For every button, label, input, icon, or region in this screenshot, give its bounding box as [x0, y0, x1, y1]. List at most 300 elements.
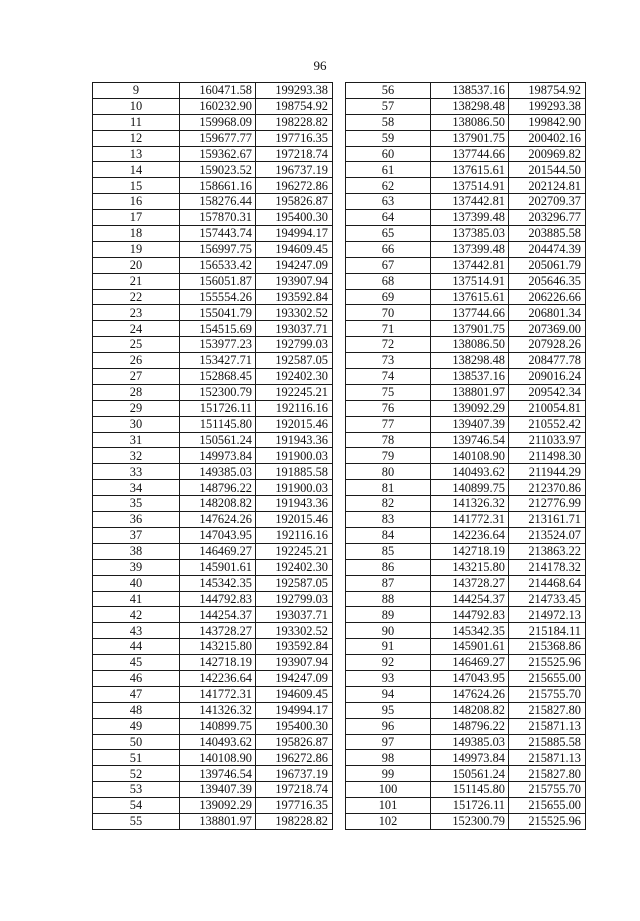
point-number-cell: 18: [93, 226, 180, 242]
y-coordinate-cell: 209016.24: [509, 369, 586, 385]
x-coordinate-cell: 160471.58: [180, 83, 256, 99]
x-coordinate-cell: 147043.95: [431, 670, 509, 686]
y-coordinate-cell: 192799.03: [256, 591, 333, 607]
table-row: [346, 782, 586, 798]
table-row: [93, 194, 333, 210]
y-coordinate-cell: 191943.36: [256, 496, 333, 512]
table-row: [93, 337, 333, 353]
point-number-cell: 11: [93, 114, 180, 130]
table-row: [346, 369, 586, 385]
table-row: [93, 512, 333, 528]
table-row: [93, 813, 333, 829]
x-coordinate-cell: 145342.35: [180, 575, 256, 591]
y-coordinate-cell: 215827.80: [509, 766, 586, 782]
x-coordinate-cell: 141326.32: [180, 702, 256, 718]
point-number-cell: 27: [93, 369, 180, 385]
x-coordinate-cell: 139746.54: [431, 432, 509, 448]
point-number-cell: 23: [93, 305, 180, 321]
x-coordinate-cell: 156533.42: [180, 257, 256, 273]
point-number-cell: 38: [93, 543, 180, 559]
point-number-cell: 83: [346, 512, 431, 528]
point-number-cell: 56: [346, 83, 431, 99]
point-number-cell: 96: [346, 718, 431, 734]
y-coordinate-cell: 202709.37: [509, 194, 586, 210]
x-coordinate-cell: 152868.45: [180, 369, 256, 385]
y-coordinate-cell: 208477.78: [509, 353, 586, 369]
table-row: [346, 257, 586, 273]
point-number-cell: 10: [93, 98, 180, 114]
table-row: [93, 432, 333, 448]
x-coordinate-cell: 147043.95: [180, 527, 256, 543]
x-coordinate-cell: 149973.84: [180, 448, 256, 464]
point-number-cell: 35: [93, 496, 180, 512]
point-number-cell: 98: [346, 750, 431, 766]
y-coordinate-cell: 210552.42: [509, 416, 586, 432]
x-coordinate-cell: 137744.66: [431, 146, 509, 162]
y-coordinate-cell: 192245.21: [256, 543, 333, 559]
y-coordinate-cell: 211944.29: [509, 464, 586, 480]
y-coordinate-cell: 203885.58: [509, 226, 586, 242]
table-row: [93, 369, 333, 385]
table-row: [346, 305, 586, 321]
point-number-cell: 42: [93, 607, 180, 623]
y-coordinate-cell: 200402.16: [509, 130, 586, 146]
table-row: [93, 559, 333, 575]
point-number-cell: 22: [93, 289, 180, 305]
table-row: [93, 670, 333, 686]
table-row: [93, 623, 333, 639]
y-coordinate-cell: 197716.35: [256, 130, 333, 146]
y-coordinate-cell: 196737.19: [256, 162, 333, 178]
x-coordinate-cell: 139092.29: [431, 400, 509, 416]
coordinate-table-left: [92, 82, 333, 830]
x-coordinate-cell: 138801.97: [180, 813, 256, 829]
point-number-cell: 67: [346, 257, 431, 273]
x-coordinate-cell: 148208.82: [431, 702, 509, 718]
x-coordinate-cell: 150561.24: [431, 766, 509, 782]
point-number-cell: 76: [346, 400, 431, 416]
point-number-cell: 13: [93, 146, 180, 162]
point-number-cell: 93: [346, 670, 431, 686]
y-coordinate-cell: 205646.35: [509, 273, 586, 289]
point-number-cell: 100: [346, 782, 431, 798]
y-coordinate-cell: 206801.34: [509, 305, 586, 321]
x-coordinate-cell: 151726.11: [180, 400, 256, 416]
x-coordinate-cell: 149385.03: [431, 734, 509, 750]
coordinate-table-left-body: [93, 83, 333, 830]
x-coordinate-cell: 156051.87: [180, 273, 256, 289]
y-coordinate-cell: 192116.16: [256, 527, 333, 543]
x-coordinate-cell: 155041.79: [180, 305, 256, 321]
y-coordinate-cell: 193037.71: [256, 321, 333, 337]
x-coordinate-cell: 137744.66: [431, 305, 509, 321]
x-coordinate-cell: 157443.74: [180, 226, 256, 242]
table-row: [93, 257, 333, 273]
y-coordinate-cell: 197218.74: [256, 146, 333, 162]
x-coordinate-cell: 158661.16: [180, 178, 256, 194]
y-coordinate-cell: 192402.30: [256, 559, 333, 575]
x-coordinate-cell: 139746.54: [180, 766, 256, 782]
x-coordinate-cell: 142236.64: [431, 527, 509, 543]
y-coordinate-cell: 192245.21: [256, 384, 333, 400]
x-coordinate-cell: 139407.39: [431, 416, 509, 432]
point-number-cell: 61: [346, 162, 431, 178]
x-coordinate-cell: 148796.22: [431, 718, 509, 734]
table-row: [346, 655, 586, 671]
point-number-cell: 37: [93, 527, 180, 543]
point-number-cell: 82: [346, 496, 431, 512]
x-coordinate-cell: 143215.80: [431, 559, 509, 575]
x-coordinate-cell: 138298.48: [431, 98, 509, 114]
x-coordinate-cell: 139092.29: [180, 798, 256, 814]
point-number-cell: 32: [93, 448, 180, 464]
y-coordinate-cell: 194247.09: [256, 257, 333, 273]
table-row: [93, 384, 333, 400]
table-row: [346, 241, 586, 257]
point-number-cell: 48: [93, 702, 180, 718]
y-coordinate-cell: 207369.00: [509, 321, 586, 337]
y-coordinate-cell: 197218.74: [256, 782, 333, 798]
x-coordinate-cell: 149385.03: [180, 464, 256, 480]
point-number-cell: 102: [346, 813, 431, 829]
table-row: [346, 559, 586, 575]
point-number-cell: 63: [346, 194, 431, 210]
x-coordinate-cell: 147624.26: [180, 512, 256, 528]
table-row: [93, 273, 333, 289]
x-coordinate-cell: 160232.90: [180, 98, 256, 114]
y-coordinate-cell: 215755.70: [509, 782, 586, 798]
x-coordinate-cell: 137615.61: [431, 289, 509, 305]
y-coordinate-cell: 192116.16: [256, 400, 333, 416]
x-coordinate-cell: 137442.81: [431, 257, 509, 273]
y-coordinate-cell: 215368.86: [509, 639, 586, 655]
table-row: [93, 83, 333, 99]
x-coordinate-cell: 151145.80: [180, 416, 256, 432]
table-row: [93, 480, 333, 496]
y-coordinate-cell: 203296.77: [509, 210, 586, 226]
x-coordinate-cell: 138537.16: [431, 369, 509, 385]
y-coordinate-cell: 215525.96: [509, 813, 586, 829]
table-row: [346, 734, 586, 750]
y-coordinate-cell: 212370.86: [509, 480, 586, 496]
point-number-cell: 51: [93, 750, 180, 766]
point-number-cell: 60: [346, 146, 431, 162]
table-row: [93, 353, 333, 369]
y-coordinate-cell: 198754.92: [509, 83, 586, 99]
x-coordinate-cell: 155554.26: [180, 289, 256, 305]
point-number-cell: 66: [346, 241, 431, 257]
x-coordinate-cell: 145901.61: [431, 639, 509, 655]
y-coordinate-cell: 191885.58: [256, 464, 333, 480]
x-coordinate-cell: 157870.31: [180, 210, 256, 226]
point-number-cell: 95: [346, 702, 431, 718]
x-coordinate-cell: 137514.91: [431, 178, 509, 194]
table-row: [346, 813, 586, 829]
y-coordinate-cell: 195400.30: [256, 718, 333, 734]
y-coordinate-cell: 193907.94: [256, 273, 333, 289]
point-number-cell: 17: [93, 210, 180, 226]
x-coordinate-cell: 137615.61: [431, 162, 509, 178]
x-coordinate-cell: 138086.50: [431, 114, 509, 130]
y-coordinate-cell: 199293.38: [509, 98, 586, 114]
y-coordinate-cell: 207928.26: [509, 337, 586, 353]
y-coordinate-cell: 205061.79: [509, 257, 586, 273]
table-row: [346, 702, 586, 718]
y-coordinate-cell: 194994.17: [256, 226, 333, 242]
x-coordinate-cell: 141772.31: [180, 686, 256, 702]
point-number-cell: 34: [93, 480, 180, 496]
point-number-cell: 75: [346, 384, 431, 400]
y-coordinate-cell: 213524.07: [509, 527, 586, 543]
y-coordinate-cell: 213161.71: [509, 512, 586, 528]
x-coordinate-cell: 140108.90: [431, 448, 509, 464]
y-coordinate-cell: 215871.13: [509, 750, 586, 766]
point-number-cell: 28: [93, 384, 180, 400]
y-coordinate-cell: 191900.03: [256, 448, 333, 464]
y-coordinate-cell: 195826.87: [256, 194, 333, 210]
table-row: [93, 686, 333, 702]
point-number-cell: 46: [93, 670, 180, 686]
x-coordinate-cell: 138537.16: [431, 83, 509, 99]
y-coordinate-cell: 194609.45: [256, 686, 333, 702]
y-coordinate-cell: 195400.30: [256, 210, 333, 226]
x-coordinate-cell: 152300.79: [431, 813, 509, 829]
x-coordinate-cell: 137399.48: [431, 241, 509, 257]
y-coordinate-cell: 214468.64: [509, 575, 586, 591]
table-row: [346, 400, 586, 416]
point-number-cell: 77: [346, 416, 431, 432]
point-number-cell: 79: [346, 448, 431, 464]
point-number-cell: 19: [93, 241, 180, 257]
table-row: [346, 686, 586, 702]
point-number-cell: 40: [93, 575, 180, 591]
table-row: [93, 321, 333, 337]
point-number-cell: 97: [346, 734, 431, 750]
table-row: [93, 289, 333, 305]
x-coordinate-cell: 152300.79: [180, 384, 256, 400]
x-coordinate-cell: 148796.22: [180, 480, 256, 496]
table-row: [93, 464, 333, 480]
y-coordinate-cell: 196272.86: [256, 750, 333, 766]
x-coordinate-cell: 137442.81: [431, 194, 509, 210]
y-coordinate-cell: 192587.05: [256, 575, 333, 591]
y-coordinate-cell: 215655.00: [509, 670, 586, 686]
point-number-cell: 57: [346, 98, 431, 114]
y-coordinate-cell: 192402.30: [256, 369, 333, 385]
point-number-cell: 54: [93, 798, 180, 814]
point-number-cell: 26: [93, 353, 180, 369]
point-number-cell: 78: [346, 432, 431, 448]
x-coordinate-cell: 142236.64: [180, 670, 256, 686]
x-coordinate-cell: 140493.62: [180, 734, 256, 750]
x-coordinate-cell: 150561.24: [180, 432, 256, 448]
table-row: [93, 226, 333, 242]
point-number-cell: 89: [346, 607, 431, 623]
point-number-cell: 47: [93, 686, 180, 702]
table-row: [93, 527, 333, 543]
point-number-cell: 87: [346, 575, 431, 591]
y-coordinate-cell: 213863.22: [509, 543, 586, 559]
table-row: [346, 146, 586, 162]
table-row: [346, 480, 586, 496]
x-coordinate-cell: 137514.91: [431, 273, 509, 289]
y-coordinate-cell: 193302.52: [256, 305, 333, 321]
table-row: [93, 718, 333, 734]
point-number-cell: 101: [346, 798, 431, 814]
point-number-cell: 52: [93, 766, 180, 782]
x-coordinate-cell: 137399.48: [431, 210, 509, 226]
y-coordinate-cell: 192015.46: [256, 512, 333, 528]
table-row: [93, 400, 333, 416]
x-coordinate-cell: 137901.75: [431, 321, 509, 337]
table-row: [346, 130, 586, 146]
y-coordinate-cell: 214733.45: [509, 591, 586, 607]
table-row: [93, 655, 333, 671]
y-coordinate-cell: 202124.81: [509, 178, 586, 194]
x-coordinate-cell: 140899.75: [431, 480, 509, 496]
table-row: [93, 305, 333, 321]
table-row: [346, 416, 586, 432]
x-coordinate-cell: 159677.77: [180, 130, 256, 146]
table-row: [93, 416, 333, 432]
x-coordinate-cell: 138298.48: [431, 353, 509, 369]
y-coordinate-cell: 192015.46: [256, 416, 333, 432]
x-coordinate-cell: 140108.90: [180, 750, 256, 766]
point-number-cell: 44: [93, 639, 180, 655]
y-coordinate-cell: 198754.92: [256, 98, 333, 114]
point-number-cell: 59: [346, 130, 431, 146]
point-number-cell: 84: [346, 527, 431, 543]
point-number-cell: 53: [93, 782, 180, 798]
table-row: [346, 798, 586, 814]
point-number-cell: 72: [346, 337, 431, 353]
table-row: [93, 162, 333, 178]
y-coordinate-cell: 199293.38: [256, 83, 333, 99]
y-coordinate-cell: 212776.99: [509, 496, 586, 512]
point-number-cell: 90: [346, 623, 431, 639]
y-coordinate-cell: 197716.35: [256, 798, 333, 814]
table-row: [346, 384, 586, 400]
point-number-cell: 73: [346, 353, 431, 369]
table-row: [346, 98, 586, 114]
y-coordinate-cell: 194609.45: [256, 241, 333, 257]
y-coordinate-cell: 199842.90: [509, 114, 586, 130]
x-coordinate-cell: 137385.03: [431, 226, 509, 242]
table-row: [346, 226, 586, 242]
y-coordinate-cell: 198228.82: [256, 813, 333, 829]
table-row: [346, 464, 586, 480]
point-number-cell: 62: [346, 178, 431, 194]
point-number-cell: 45: [93, 655, 180, 671]
table-row: [93, 496, 333, 512]
coordinate-table-right-body: [346, 83, 586, 830]
table-row: [93, 702, 333, 718]
table-row: [346, 448, 586, 464]
point-number-cell: 70: [346, 305, 431, 321]
table-row: [93, 734, 333, 750]
x-coordinate-cell: 143728.27: [180, 623, 256, 639]
y-coordinate-cell: 194994.17: [256, 702, 333, 718]
table-row: [346, 766, 586, 782]
y-coordinate-cell: 215655.00: [509, 798, 586, 814]
table-row: [346, 750, 586, 766]
y-coordinate-cell: 214178.32: [509, 559, 586, 575]
x-coordinate-cell: 156997.75: [180, 241, 256, 257]
y-coordinate-cell: 200969.82: [509, 146, 586, 162]
table-row: [346, 512, 586, 528]
table-row: [93, 448, 333, 464]
y-coordinate-cell: 214972.13: [509, 607, 586, 623]
y-coordinate-cell: 193592.84: [256, 639, 333, 655]
table-row: [93, 114, 333, 130]
table-row: [93, 575, 333, 591]
table-row: [346, 543, 586, 559]
point-number-cell: 58: [346, 114, 431, 130]
y-coordinate-cell: 196272.86: [256, 178, 333, 194]
table-row: [93, 543, 333, 559]
x-coordinate-cell: 151726.11: [431, 798, 509, 814]
x-coordinate-cell: 148208.82: [180, 496, 256, 512]
x-coordinate-cell: 145901.61: [180, 559, 256, 575]
x-coordinate-cell: 144254.37: [180, 607, 256, 623]
x-coordinate-cell: 138086.50: [431, 337, 509, 353]
table-row: [93, 178, 333, 194]
table-row: [93, 639, 333, 655]
table-row: [346, 114, 586, 130]
y-coordinate-cell: 215827.80: [509, 702, 586, 718]
table-row: [346, 178, 586, 194]
table-row: [346, 353, 586, 369]
point-number-cell: 20: [93, 257, 180, 273]
y-coordinate-cell: 210054.81: [509, 400, 586, 416]
table-row: [93, 766, 333, 782]
y-coordinate-cell: 204474.39: [509, 241, 586, 257]
x-coordinate-cell: 142718.19: [180, 655, 256, 671]
x-coordinate-cell: 144792.83: [180, 591, 256, 607]
y-coordinate-cell: 209542.34: [509, 384, 586, 400]
x-coordinate-cell: 144254.37: [431, 591, 509, 607]
y-coordinate-cell: 201544.50: [509, 162, 586, 178]
x-coordinate-cell: 143215.80: [180, 639, 256, 655]
y-coordinate-cell: 191943.36: [256, 432, 333, 448]
point-number-cell: 50: [93, 734, 180, 750]
point-number-cell: 30: [93, 416, 180, 432]
table-row: [346, 718, 586, 734]
point-number-cell: 16: [93, 194, 180, 210]
table-row: [93, 607, 333, 623]
y-coordinate-cell: 211033.97: [509, 432, 586, 448]
coordinate-table-right: [345, 82, 586, 830]
x-coordinate-cell: 138801.97: [431, 384, 509, 400]
y-coordinate-cell: 196737.19: [256, 766, 333, 782]
x-coordinate-cell: 149973.84: [431, 750, 509, 766]
point-number-cell: 81: [346, 480, 431, 496]
table-row: [346, 591, 586, 607]
y-coordinate-cell: 195826.87: [256, 734, 333, 750]
table-row: [346, 496, 586, 512]
x-coordinate-cell: 146469.27: [431, 655, 509, 671]
point-number-cell: 71: [346, 321, 431, 337]
x-coordinate-cell: 139407.39: [180, 782, 256, 798]
table-row: [346, 162, 586, 178]
table-row: [93, 130, 333, 146]
table-row: [93, 98, 333, 114]
point-number-cell: 24: [93, 321, 180, 337]
table-row: [93, 591, 333, 607]
point-number-cell: 29: [93, 400, 180, 416]
x-coordinate-cell: 159968.09: [180, 114, 256, 130]
page-number: 96: [313, 58, 327, 73]
